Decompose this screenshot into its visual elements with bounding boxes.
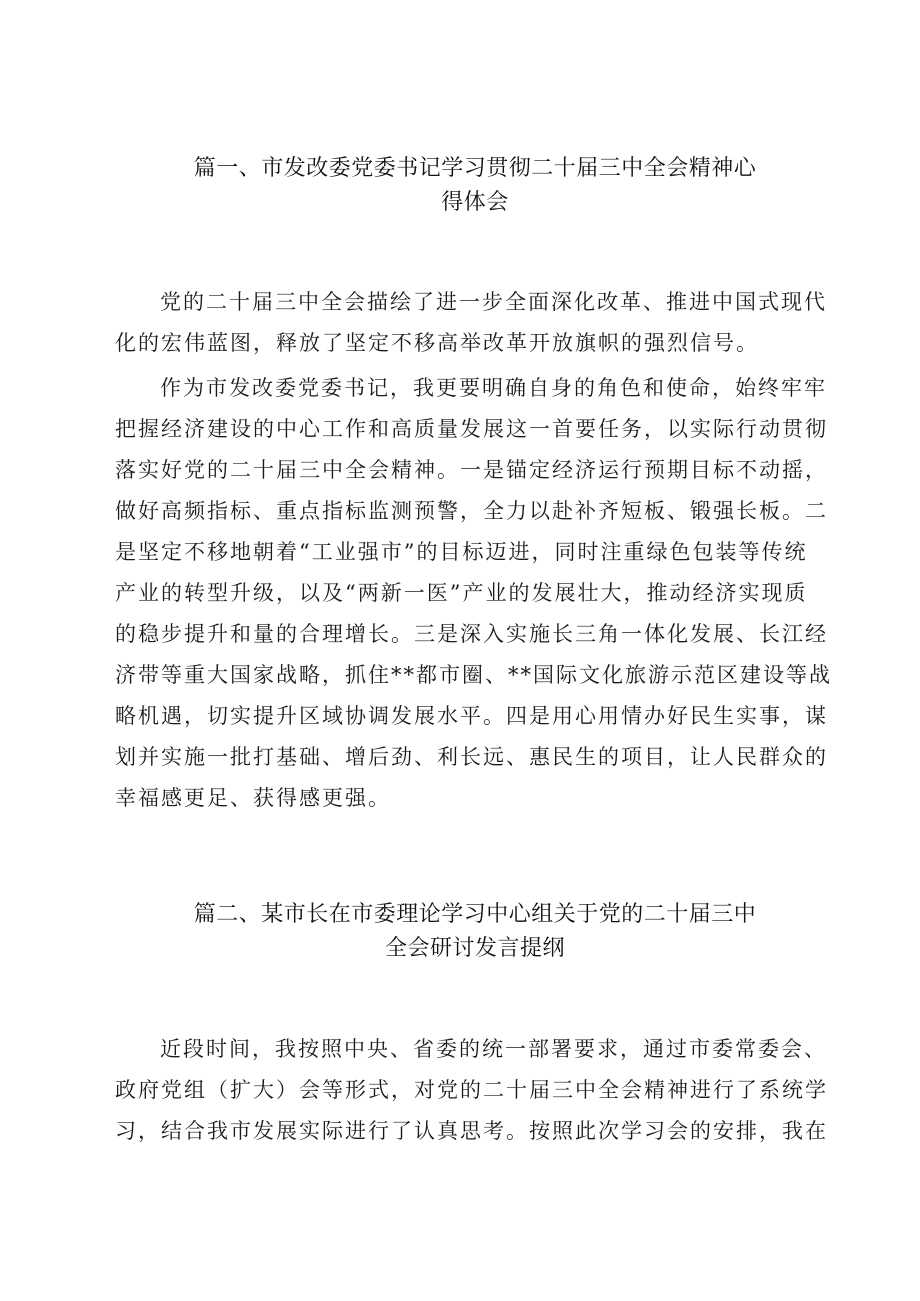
paragraph-line: 习，结合我市发展实际进行了认真思考。按照此次学习会的安排，我在 — [115, 1119, 828, 1143]
section-1-paragraph-2 — [115, 368, 835, 819]
section-1-title-line: 篇一、市发改委党委书记学习贯彻二十届三中全会精神心 — [193, 156, 757, 181]
paragraph-line: 近段时间，我按照中央、省委的统一部署要求，通过市委常委会、 — [160, 1037, 827, 1061]
paragraph-line: 党的二十届三中全会描绘了进一步全面深化改革、推进中国式现代 — [160, 290, 827, 314]
section-1-title — [115, 152, 835, 220]
section-2-title — [115, 898, 835, 966]
paragraph-line: 政府党组（扩大）会等形式，对党的二十届三中全会精神进行了系统学 — [115, 1078, 828, 1102]
section-2-paragraph-1 — [115, 1029, 835, 1152]
paragraph-line: 济带等重大国家战略，抓住**都市圈、**国际文化旅游示范区建设等战 — [115, 663, 832, 687]
paragraph-line: 是坚定不移地朝着“工业强市”的目标迈进，同时注重绿色包装等传统 — [115, 540, 808, 564]
section-2-title-line: 篇二、某市长在市委理论学习中心组关于党的二十届三中 — [193, 902, 757, 927]
paragraph-line: 落实好党的二十届三中全会精神。一是锚定经济运行预期目标不动摇， — [115, 458, 828, 482]
paragraph-line: 的稳步提升和量的合理增长。三是深入实施长三角一体化发展、长江经 — [115, 622, 828, 646]
paragraph-line: 划并实施一批打基础、增后劲、利长远、惠民生的项目，让人民群众的 — [115, 745, 828, 769]
section-1-title-line: 得体会 — [441, 190, 509, 215]
section-2-title-line: 全会研讨发言提纲 — [384, 936, 565, 961]
paragraph-line: 产业的转型升级，以及“两新一医”产业的发展壮大，推动经济实现质 — [115, 581, 808, 605]
paragraph-line: 幸福感更足、获得感更强。 — [115, 786, 391, 810]
section-1-paragraph-1 — [115, 282, 835, 364]
paragraph-line: 化的宏伟蓝图，释放了坚定不移高举改革开放旗帜的强烈信号。 — [115, 331, 759, 355]
paragraph-line: 略机遇，切实提升区域协调发展水平。四是用心用情办好民生实事，谋 — [115, 704, 828, 728]
paragraph-line: 把握经济建设的中心工作和高质量发展这一首要任务，以实际行动贯彻 — [115, 417, 828, 441]
paragraph-line: 作为市发改委党委书记，我更要明确自身的角色和使命，始终牢牢 — [160, 376, 827, 400]
paragraph-line: 做好高频指标、重点指标监测预警，全力以赴补齐短板、锻强长板。二 — [115, 499, 828, 523]
